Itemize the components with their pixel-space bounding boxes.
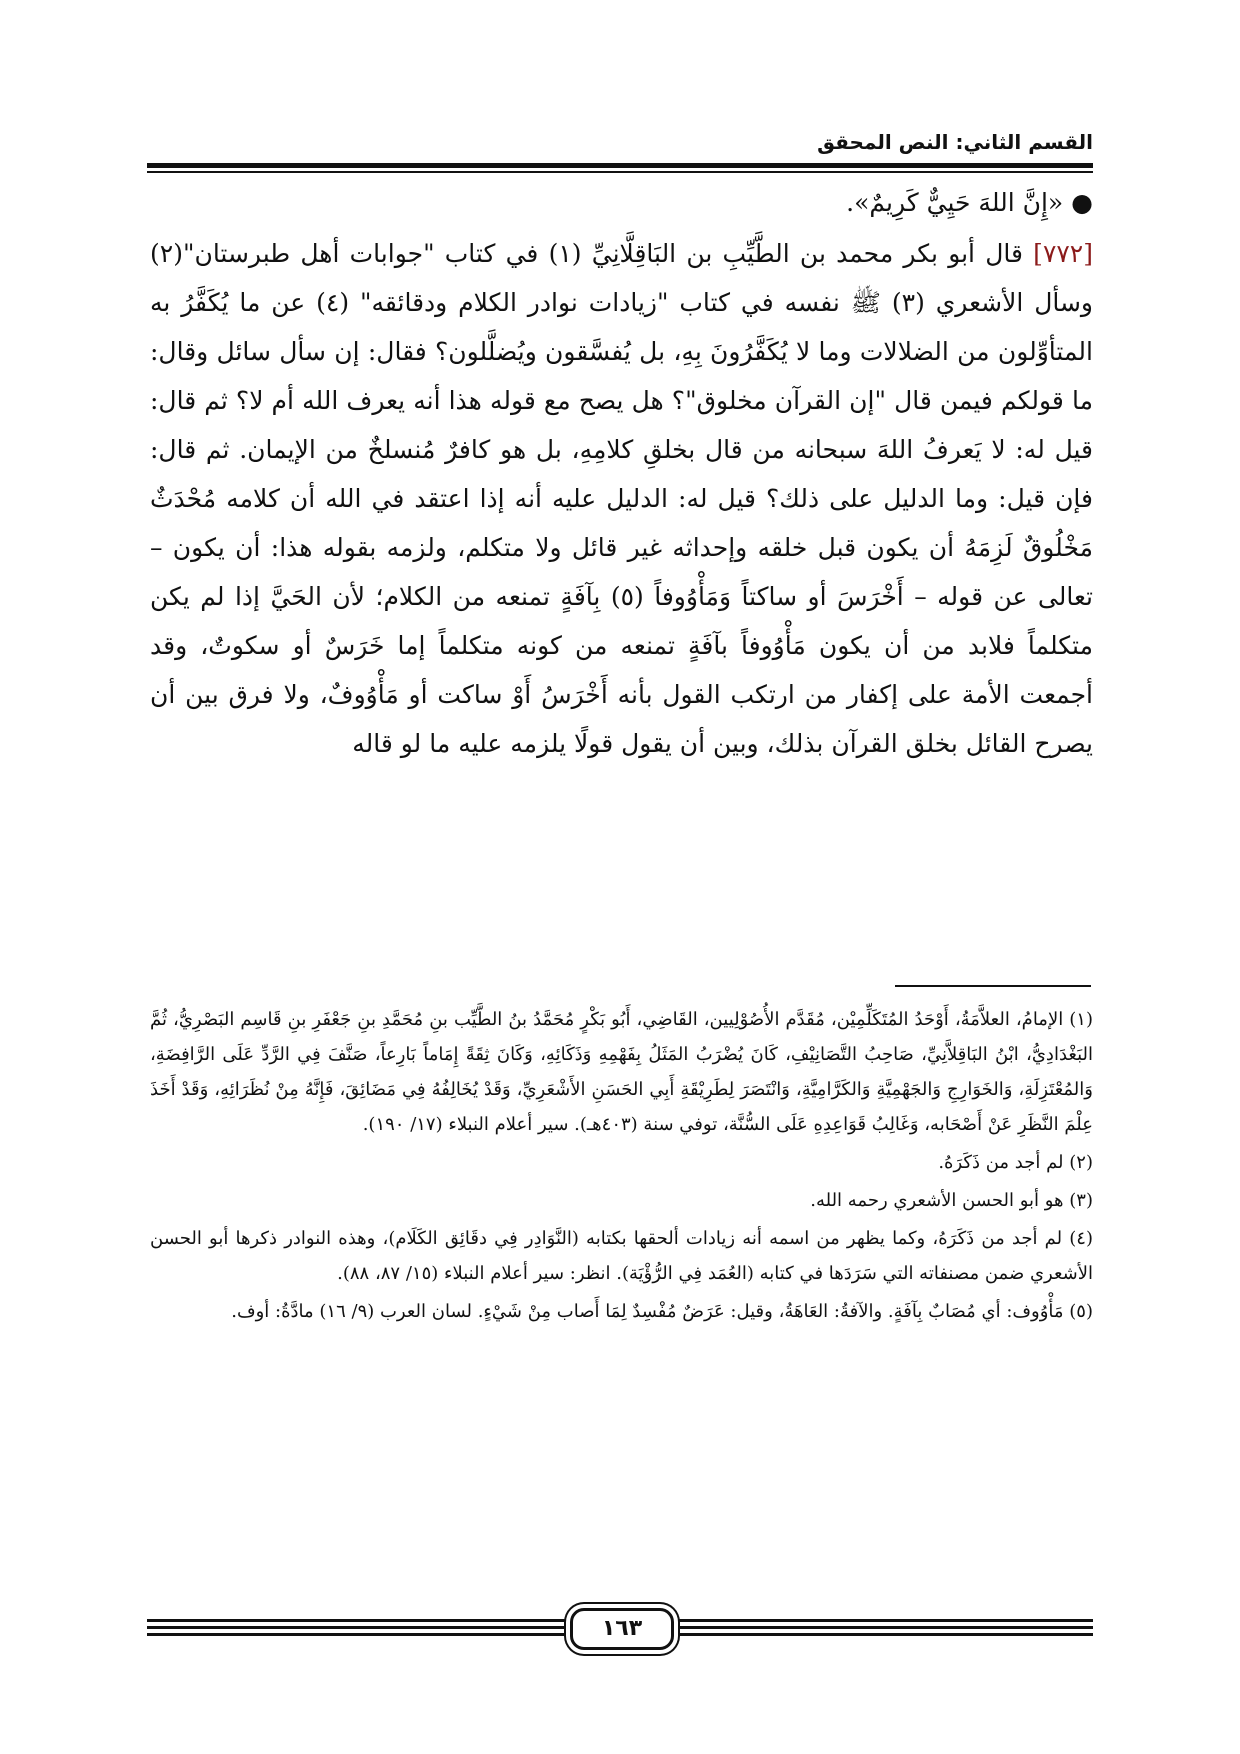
entry-paragraph	[150, 229, 1093, 768]
footnotes	[150, 1002, 1093, 1332]
hadith-bullet-line: ● «إِنَّ اللهَ حَيِيٌّ كَرِيمٌ».	[846, 188, 1093, 217]
entry-number: [٧٧٢]	[1033, 239, 1093, 268]
page-number: ١٦٣	[570, 1608, 674, 1650]
footnote-separator	[895, 985, 1091, 987]
footnote-3: (٣) هو أبو الحسن الأشعري رحمه الله.	[810, 1190, 1093, 1211]
footnote-4: (٤) لم أجد من ذَكَرَهُ، وكما يظهر من اسمه أنه زيادات ألحقها بكتابه (النَّوَادِر فِي دقَائِق الكَلَام)، وهذه النوادر ذكرها أبو الحسن الأشعري ضمن مصنفاته التي سَرَدَها في كتابه (العُمَد فِي الرُّؤْيَة). انظر: سير أعلام النبلاء (١٥/ ٨٧، ٨٨).	[150, 1228, 1093, 1284]
header-rule-thin	[147, 171, 1093, 173]
footnote-5: (٥) مَأْوُوف: أي مُصَابٌ بِآفَةٍ. والآفةُ: العَاهَةُ، وقيل: عَرَضٌ مُفْسِدٌ لِمَا أَصاب مِنْ شَيْءٍ. لسان العرب (٩/ ١٦) مادَّةُ: أوف.	[231, 1301, 1093, 1322]
main-text	[150, 178, 1093, 768]
entry-text: قال أبو بكر محمد بن الطَّيِّبِ بن البَاقِلَّانِيِّ (١) في كتاب "جوابات أهل طبرستان"(٢) وسأل الأشعري (٣) ﷺ نفسه في كتاب "زيادات نوادر الكلام ودقائقه" (٤) عن ما يُكَفَّرُ به المتأوِّلون من الضلالات وما لا يُكَفَّرُونَ بِهِ، بل يُفسَّقون ويُضلَّلون؟ فقال: إن سأل سائل وقال: ما قولكم فيمن قال "إن القرآن مخلوق"؟ هل يصح مع قوله هذا أنه يعرف الله أم لا؟ ثم قال: قيل له: لا يَعرفُ اللهَ سبحانه من قال بخلقِ كلامِهِ، بل هو كافرٌ مُنسلخٌ من الإيمان. ثم قال: فإن قيل: وما الدليل على ذلك؟ قيل له: الدليل عليه أنه إذا اعتقد في الله أن كلامه مُحْدَثٌ مَخْلُوقٌ لَزِمَهُ أن يكون قبل خلقه وإحداثه غير قائل ولا متكلم، ولزمه بقوله هذا: أن يكون – تعالى عن قوله – أَخْرَسَ أو ساكتاً وَمَأْوُوفاً (٥) بِآفَةٍ تمنعه من الكلام؛ لأن الحَيَّ إذا لم يكن متكلماً فلابد من أن يكون مَأْوُوفاً بآفَةٍ تمنعه من كونه متكلماً إما خَرَسٌ أو سكوتٌ، وقد أجمعت الأمة على إكفار من ارتكب القول بأنه أَخْرَسُ أَوْ ساكت أو مَأْوُوفٌ، ولا فرق بين أن يصرح القائل بخلق القرآن بذلك، وبين أن يقول قولًا يلزمه عليه ما لو قاله	[150, 239, 1094, 758]
header-rule-thick	[147, 163, 1093, 168]
footnote-2: (٢) لم أجد من ذَكَرَهُ.	[938, 1152, 1093, 1173]
running-header: القسم الثاني: النص المحقق	[817, 130, 1093, 154]
footer-ornament	[147, 1608, 1093, 1648]
footnote-1: (١) الإمامُ، العلاَّمَةُ، أَوْحَدُ المُتَكَلِّمِيْن، مُقَدَّم الأُصُوْلِيين، القَاضِي، أَبُو بَكْرٍ مُحَمَّدُ بنُ الطَّيِّب بنِ مُحَمَّدِ بنِ جَعْفَرِ بنِ قَاسِم البَصْرِيُّ، ثُمَّ البَغْدَادِيُّ، ابْنُ البَاقِلاَّنِيِّ، صَاحِبُ التَّصَانِيْفِ، كَانَ يُضْرَبُ المَثَلُ بِفَهْمِهِ وَذَكَائِهِ، وَكَانَ ثِقَةً إِمَاماً بَارِعاً، صَنَّفَ فِي الرَّدِّ عَلَى الرَّافِضَةِ، وَالمُعْتَزِلَةِ، وَالخَوَارِجِ وَالجَهْمِيَّةِ وَالكَرَّامِيَّةِ، وَانْتَصَرَ لِطَرِيْقَةِ أَبِي الحَسَنِ الأَشْعَرِيِّ، وَقَدْ يُخَالِفُهُ فِي مَضَائِقَ، فَإِنَّهُ مِنْ نُظَرَائِهِ، وَقَدْ أَخَذَ عِلْمَ النَّظَرِ عَنْ أَصْحَابه، وَغَالِبُ قَوَاعِدِهِ عَلَى السُّنَّة، توفي سنة (٤٠٣هـ). سير أعلام النبلاء (١٧/ ١٩٠).	[150, 1009, 1093, 1135]
